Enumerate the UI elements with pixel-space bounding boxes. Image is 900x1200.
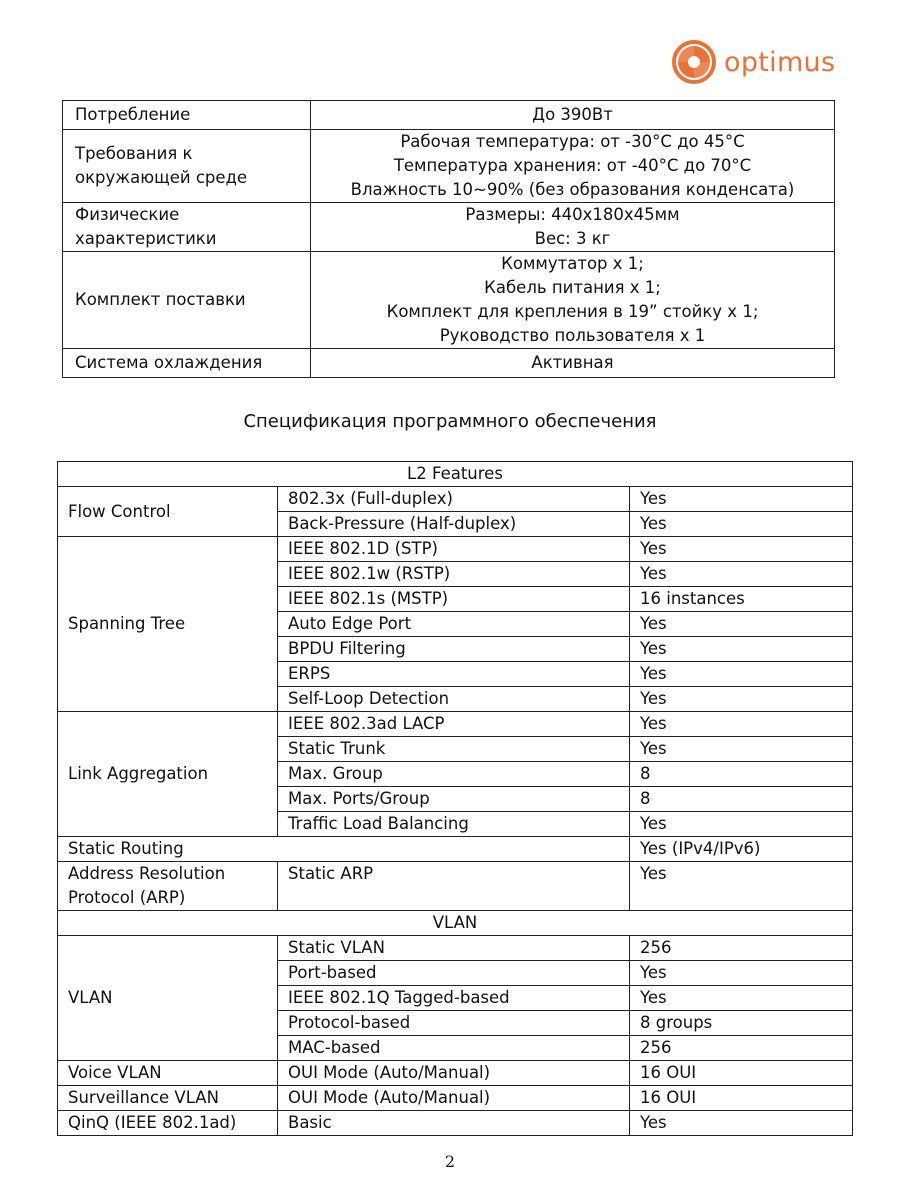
table-row [58, 936, 853, 961]
spec-value-line: Рабочая температура: от -30°C до 45°C [400, 132, 745, 151]
spec-value-line: Комплект для крепления в 19” стойку x 1; [386, 302, 759, 321]
section-title: L2 Features [58, 462, 853, 487]
feature-value: Yes [630, 637, 853, 662]
feature-group: Static Routing [58, 837, 630, 862]
feature-group: Link Aggregation [58, 712, 278, 837]
feature-name: IEEE 802.3ad LACP [278, 712, 630, 737]
spec-label: Требования к окружающей среде [63, 130, 311, 203]
feature-value: 16 instances [630, 587, 853, 612]
feature-value: Yes [630, 537, 853, 562]
spec-value [311, 203, 835, 252]
spec-value-line: Коммутатор x 1; [501, 254, 644, 273]
feature-name: Static Trunk [278, 737, 630, 762]
hardware-spec-table [62, 100, 835, 378]
software-spec-table [57, 461, 853, 1136]
feature-value: Yes [630, 862, 853, 911]
feature-value: Yes [630, 1111, 853, 1136]
table-row [58, 1086, 853, 1111]
table-row [58, 712, 853, 737]
spec-value: До 390Вт [311, 101, 835, 130]
feature-value: Yes [630, 487, 853, 512]
feature-name: OUI Mode (Auto/Manual) [278, 1086, 630, 1111]
spec-label: Потребление [63, 101, 311, 130]
feature-name: OUI Mode (Auto/Manual) [278, 1061, 630, 1086]
software-spec-heading: Спецификация программного обеспечения [243, 411, 657, 432]
spec-value-line: Температура хранения: от -40°C до 70°C [393, 156, 752, 175]
feature-value: 16 OUI [630, 1061, 853, 1086]
table-row [58, 1061, 853, 1086]
table-row [58, 1111, 853, 1136]
section-row [58, 911, 853, 936]
spec-value-line: Кабель питания x 1; [484, 278, 661, 297]
feature-name: ERPS [278, 662, 630, 687]
feature-value: Yes [630, 612, 853, 637]
table-row [58, 537, 853, 562]
feature-name: IEEE 802.1s (MSTP) [278, 587, 630, 612]
feature-value: Yes (IPv4/IPv6) [630, 837, 853, 862]
spec-value-line: Руководство пользователя x 1 [439, 326, 706, 345]
feature-name: Max. Ports/Group [278, 787, 630, 812]
table-row [63, 349, 835, 378]
feature-value: 256 [630, 1036, 853, 1061]
feature-name: MAC-based [278, 1036, 630, 1061]
feature-value: Yes [630, 737, 853, 762]
feature-group: VLAN [58, 936, 278, 1061]
feature-value: 8 [630, 787, 853, 812]
feature-name: Port-based [278, 961, 630, 986]
feature-value: Yes [630, 712, 853, 737]
feature-value: 256 [630, 936, 853, 961]
section-title: VLAN [58, 911, 853, 936]
feature-value: Yes [630, 812, 853, 837]
table-row [63, 101, 835, 130]
feature-value: Yes [630, 512, 853, 537]
spec-value-line: Вес: 3 кг [534, 229, 611, 248]
feature-name: Max. Group [278, 762, 630, 787]
table-row [58, 837, 853, 862]
feature-name: Self-Loop Detection [278, 687, 630, 712]
spec-value [311, 252, 835, 349]
table-row [58, 862, 853, 911]
feature-value: Yes [630, 562, 853, 587]
logo-text: optimus [724, 46, 836, 78]
spec-value-line: Влажность 10~90% (без образования конденсата) [350, 180, 795, 199]
feature-group: Voice VLAN [58, 1061, 278, 1086]
feature-value: 8 [630, 762, 853, 787]
feature-value: 8 groups [630, 1011, 853, 1036]
feature-name: Static VLAN [278, 936, 630, 961]
spec-label: Система охлаждения [63, 349, 311, 378]
feature-value: Yes [630, 687, 853, 712]
table-row [58, 487, 853, 512]
spec-label: Физические характеристики [63, 203, 311, 252]
feature-name: Basic [278, 1111, 630, 1136]
feature-name: 802.3x (Full-duplex) [278, 487, 630, 512]
feature-value: Yes [630, 986, 853, 1011]
page-number: 2 [444, 1152, 456, 1171]
feature-value: 16 OUI [630, 1086, 853, 1111]
feature-group: Flow Control [58, 487, 278, 537]
spec-label: Комплект поставки [63, 252, 311, 349]
feature-value: Yes [630, 961, 853, 986]
spec-value-line: Размеры: 440x180x45мм [465, 205, 680, 224]
feature-name: BPDU Filtering [278, 637, 630, 662]
table-row [63, 130, 835, 203]
spec-value: Активная [311, 349, 835, 378]
feature-name: Protocol-based [278, 1011, 630, 1036]
feature-name: IEEE 802.1Q Tagged-based [278, 986, 630, 1011]
feature-name: Traffic Load Balancing [278, 812, 630, 837]
feature-name: IEEE 802.1D (STP) [278, 537, 630, 562]
table-row [63, 203, 835, 252]
spec-value [311, 130, 835, 203]
feature-group: QinQ (IEEE 802.1ad) [58, 1111, 278, 1136]
feature-name: IEEE 802.1w (RSTP) [278, 562, 630, 587]
table-row [63, 252, 835, 349]
feature-group: Spanning Tree [58, 537, 278, 712]
feature-value: Yes [630, 662, 853, 687]
feature-group: Address Resolution Protocol (ARP) [58, 862, 278, 911]
feature-name: Back-Pressure (Half-duplex) [278, 512, 630, 537]
optimus-aperture-icon [672, 40, 716, 84]
feature-name: Static ARP [278, 862, 630, 911]
feature-name: Auto Edge Port [278, 612, 630, 637]
feature-group: Surveillance VLAN [58, 1086, 278, 1111]
section-row [58, 462, 853, 487]
brand-logo [672, 40, 835, 84]
